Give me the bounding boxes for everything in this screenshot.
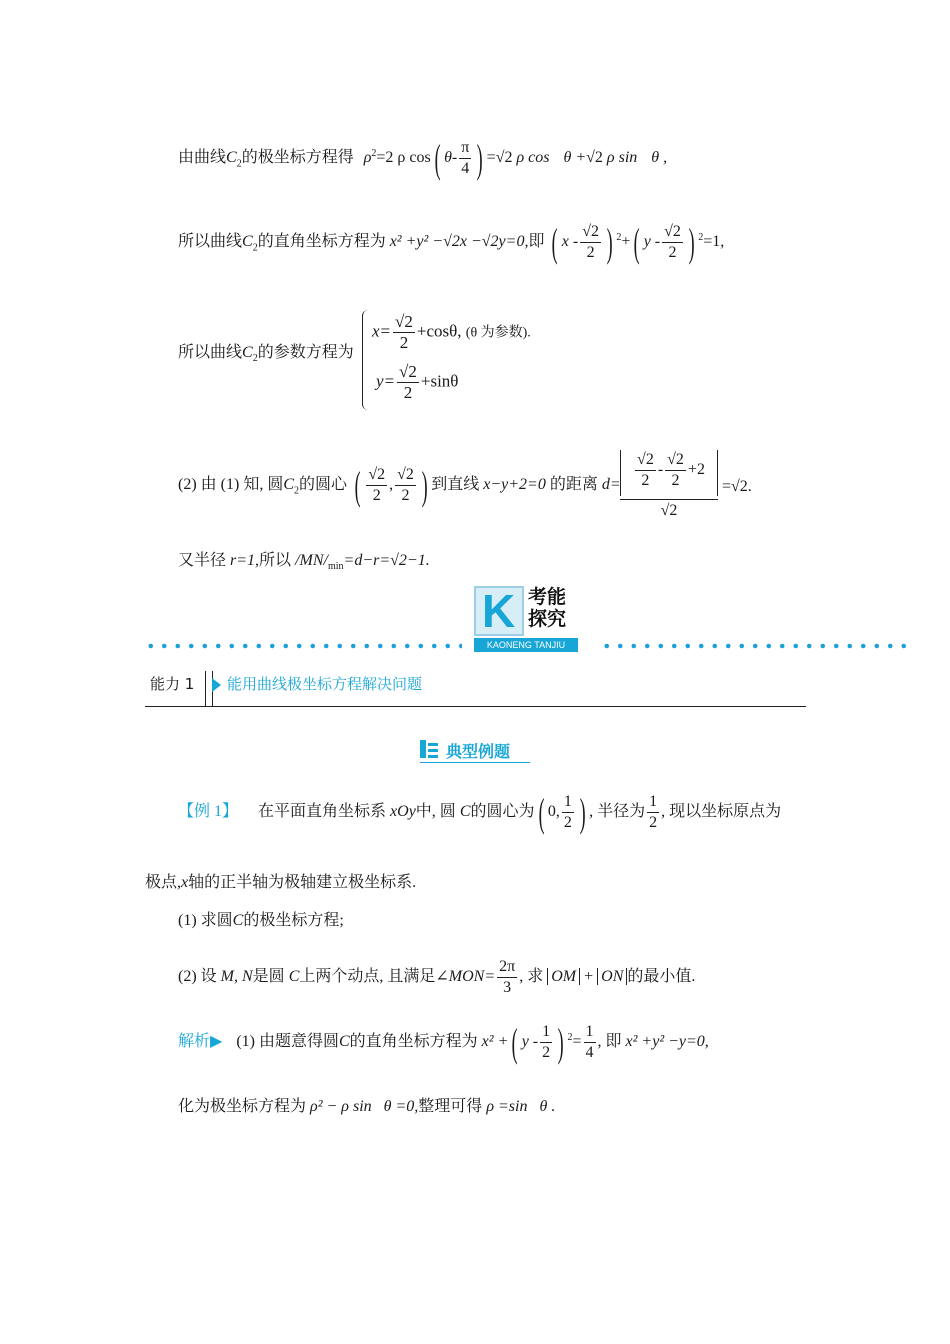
para-parametric-intro: 所以曲线$C_2$的参数方程为 <box>178 344 354 365</box>
para-min-distance: 又半径 r=1,所以 $/MN/_{min}=d-r=√2-1$. <box>178 552 430 573</box>
dotted-rule-right <box>600 643 910 649</box>
triangle-icon <box>212 678 221 692</box>
solution-line-1: 解析▶ (1) 由题意得圆C的直角坐标方程为 x² +( y - $\frac{1}{2}$ ) $^2$= $\frac{1}{4}$ , 即 x² +y² −y=0, <box>178 1019 709 1065</box>
parametric-row-y: y= $\frac{√2}{2}$ +sinθ <box>376 362 459 402</box>
example-1-line-2: 极点,x轴的正半轴为极轴建立极坐标系. <box>145 874 417 891</box>
parametric-brace <box>362 310 371 410</box>
parametric-row-x: x= $\frac{√2}{2}$ +cosθ, (θ 为参数). <box>372 312 531 352</box>
para-cartesian-equation: 所以曲线$C_2$的直角坐标方程为 x² +y² −√2x −√2y=0,即 ( x - $\frac{√2}{2}$ ) $^2$+( y - $\frac{√2}{2}$ ) $^2$=1, <box>178 219 725 265</box>
logo-english: KAONENG TANJIU <box>474 638 578 652</box>
para-polar-equation: 由曲线$C_2$的极坐标方程得 $\rho^2=2$ ρ cos( θ- $\frac{\pi}{4}$ ) =√2 ρ cos θ +√2 ρ sin θ , <box>178 135 668 181</box>
k-letter-icon: K <box>474 586 524 636</box>
ability-divider <box>205 671 206 707</box>
kaoneng-tanjiu-logo <box>474 586 578 652</box>
section-title: 典型例题 <box>446 742 511 761</box>
distance-result: =√2. <box>722 478 752 495</box>
distance-fraction: $\frac{√2}{2}$ - $\frac{√2}{2}$ +2 √2 <box>620 450 720 528</box>
para-distance: (2) 由 (1) 知, 圆$C_2$的圆心 ( $\frac{√2}{2}$ , $\frac{√2}{2}$ ) 到直线 x−y+2=0 的距离 d= <box>178 462 621 508</box>
example-1-line-1: 【例 1】 在平面直角坐标系 xOy中, 圆 C的圆心为( 0, $\frac{1}{2}$ ) , 半径为 $\frac{1}{2}$ , 现以坐标原点为 <box>178 789 782 835</box>
ability-label: 能力 1 <box>150 675 195 693</box>
example-1-question-1: (1) 求圆C的极坐标方程; <box>178 912 344 929</box>
solution-line-2: 化为极坐标方程为 ρ² − ρ sin θ =0,整理可得 ρ =sin θ . <box>178 1098 556 1115</box>
section-underline <box>420 762 530 763</box>
logo-chinese: 考能 探究 <box>528 586 567 630</box>
ability-title: 能用曲线极坐标方程解决问题 <box>212 673 422 694</box>
ability-underline <box>145 706 806 707</box>
section-bars-icon <box>420 740 438 758</box>
example-1-question-2: (2) 设 M, N是圆 C上两个动点, 且满足∠MON= $\frac{2\pi}{3}$ , 求 OM + ON 的最小值. <box>178 958 696 996</box>
dotted-rule-left <box>144 643 462 649</box>
